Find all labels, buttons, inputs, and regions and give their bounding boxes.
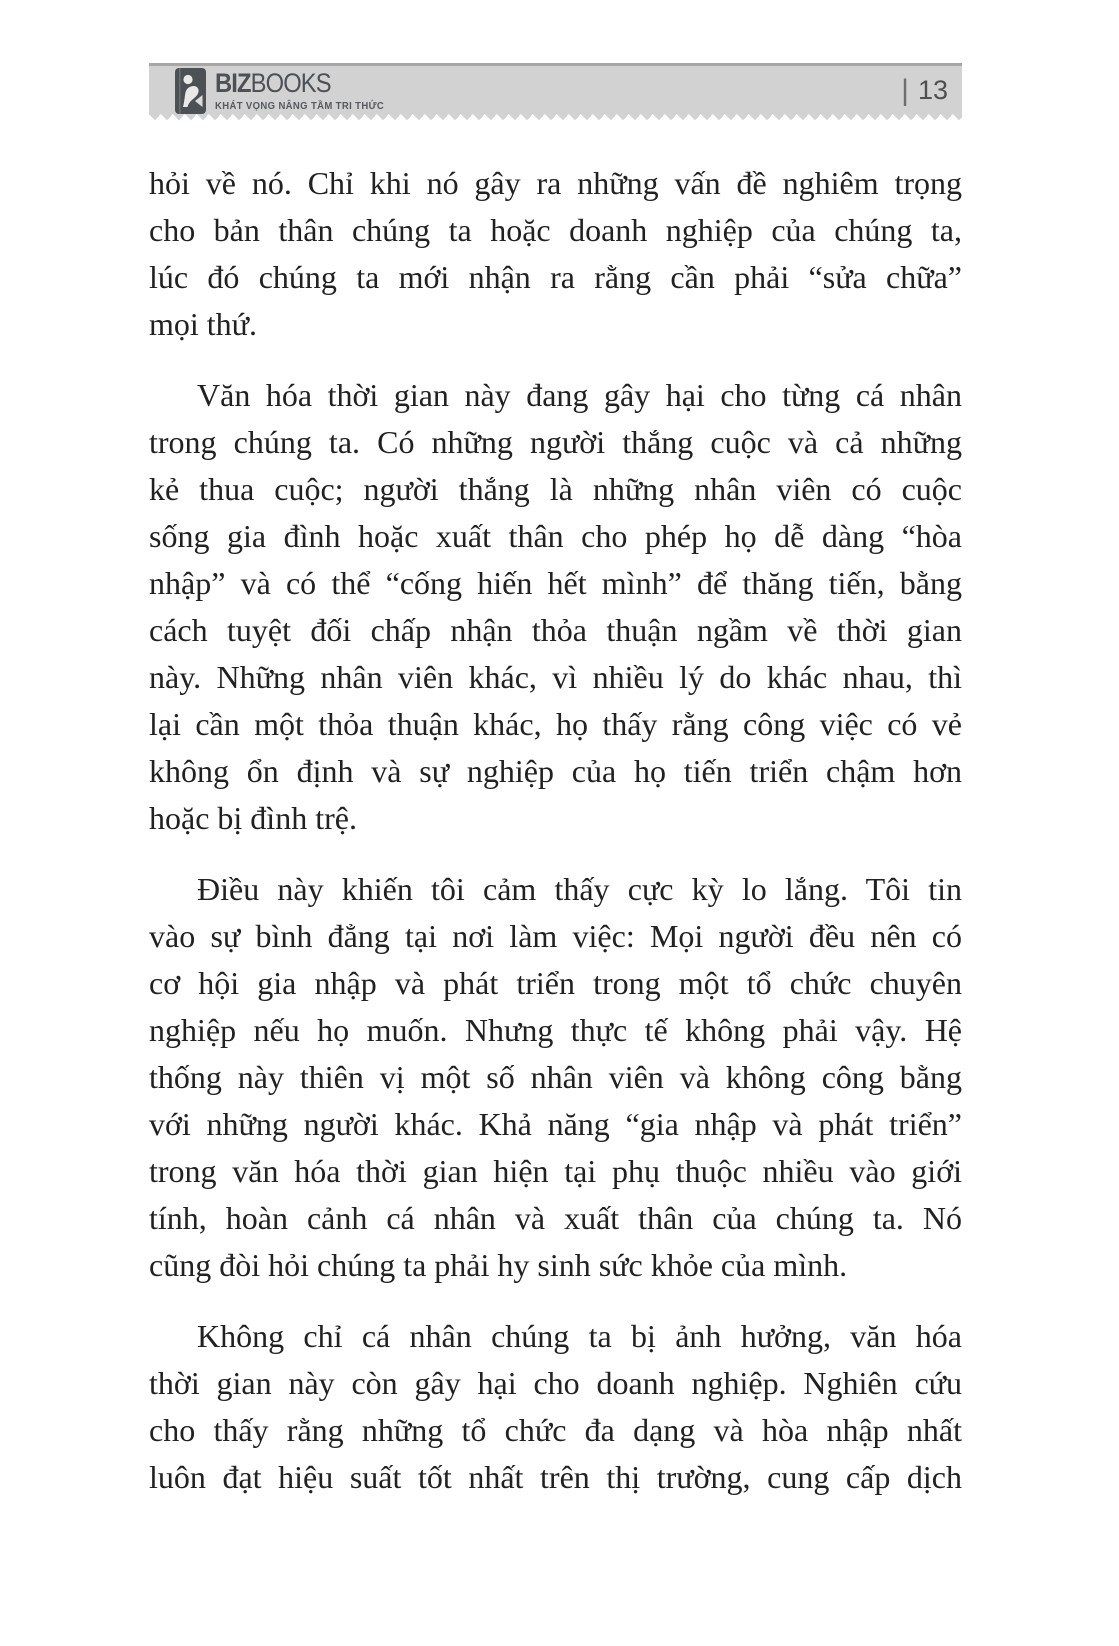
text-line: Không chỉ cá nhân chúng ta bị ảnh hưởng, văn hóa [197, 1318, 962, 1354]
text-line: Điều này khiến tôi cảm thấy cực kỳ lo lắng. Tôi tin [197, 871, 962, 907]
text-line: lại cần một thỏa thuận khác, họ thấy rằng công việc có vẻ [149, 706, 962, 742]
text-line: không ổn định và sự nghiệp của họ tiến triển chậm hơn [149, 753, 962, 789]
text-line: mọi thứ. [149, 306, 258, 342]
page-header [149, 63, 962, 120]
text-line: Văn hóa thời gian này đang gây hại cho từng cá nhân [197, 377, 962, 413]
text-line: lúc đó chúng ta mới nhận ra rằng cần phải “sửa chữa” [149, 259, 962, 295]
text-line: cũng đòi hỏi chúng ta phải hy sinh sức khỏe của mình. [149, 1247, 848, 1283]
text-line: tính, hoàn cảnh cá nhân và xuất thân của chúng ta. Nó [149, 1200, 962, 1236]
text-line: cho bản thân chúng ta hoặc doanh nghiệp của chúng ta, [149, 212, 962, 248]
paragraph [149, 160, 962, 348]
text-line: hoặc bị đình trệ. [149, 800, 357, 836]
text-line: trong văn hóa thời gian hiện tại phụ thuộc nhiều vào giới [149, 1153, 962, 1189]
perforated-edge [149, 114, 962, 120]
text-line: cơ hội gia nhập và phát triển trong một tổ chức chuyên [149, 965, 962, 1001]
paragraph [149, 866, 962, 1289]
page-number [901, 75, 948, 106]
brand-text [215, 70, 393, 112]
text-line: cho thấy rằng những tổ chức đa dạng và hòa nhập nhất [149, 1412, 962, 1448]
text-line: sống gia đình hoặc xuất thân cho phép họ dễ dàng “hòa [149, 518, 962, 554]
page-number-separator: | [901, 73, 909, 107]
brand-name-bold: BIZ [215, 68, 251, 98]
text-line: hỏi về nó. Chỉ khi nó gây ra những vấn đề nghiêm trọng [149, 165, 962, 201]
bizbooks-logo-icon [175, 68, 206, 114]
text-line: luôn đạt hiệu suất tốt nhất trên thị trường, cung cấp dịch [149, 1459, 962, 1495]
text-line: nghiệp nếu họ muốn. Nhưng thực tế không phải vậy. Hệ [149, 1012, 962, 1048]
text-line: kẻ thua cuộc; người thắng là những nhân viên có cuộc [149, 471, 962, 507]
text-line: thời gian này còn gây hại cho doanh nghiệp. Nghiên cứu [149, 1365, 962, 1401]
page-number-value: 13 [917, 75, 948, 105]
paragraph [149, 372, 962, 842]
text-line: cách tuyệt đối chấp nhận thỏa thuận ngầm về thời gian [149, 612, 962, 648]
text-line: với những người khác. Khả năng “gia nhập và phát triển” [149, 1106, 962, 1142]
text-line: vào sự bình đẳng tại nơi làm việc: Mọi người đều nên có [149, 918, 962, 954]
text-line: nhập” và có thể “cống hiến hết mình” để thăng tiến, bằng [149, 565, 962, 601]
header-bar [149, 63, 962, 114]
text-line: này. Những nhân viên khác, vì nhiều lý do khác nhau, thì [149, 659, 962, 695]
text-line: trong chúng ta. Có những người thắng cuộc và cả những [149, 424, 962, 460]
page-text [149, 160, 962, 1525]
text-line: thống này thiên vị một số nhân viên và không công bằng [149, 1059, 962, 1095]
brand-name-light: BOOKS [250, 68, 331, 98]
publisher-brand [175, 68, 393, 114]
brand-tagline: KHÁT VỌNG NÂNG TẦM TRI THỨC [215, 101, 385, 112]
brand-wordmark [215, 70, 372, 97]
paragraph [149, 1313, 962, 1501]
